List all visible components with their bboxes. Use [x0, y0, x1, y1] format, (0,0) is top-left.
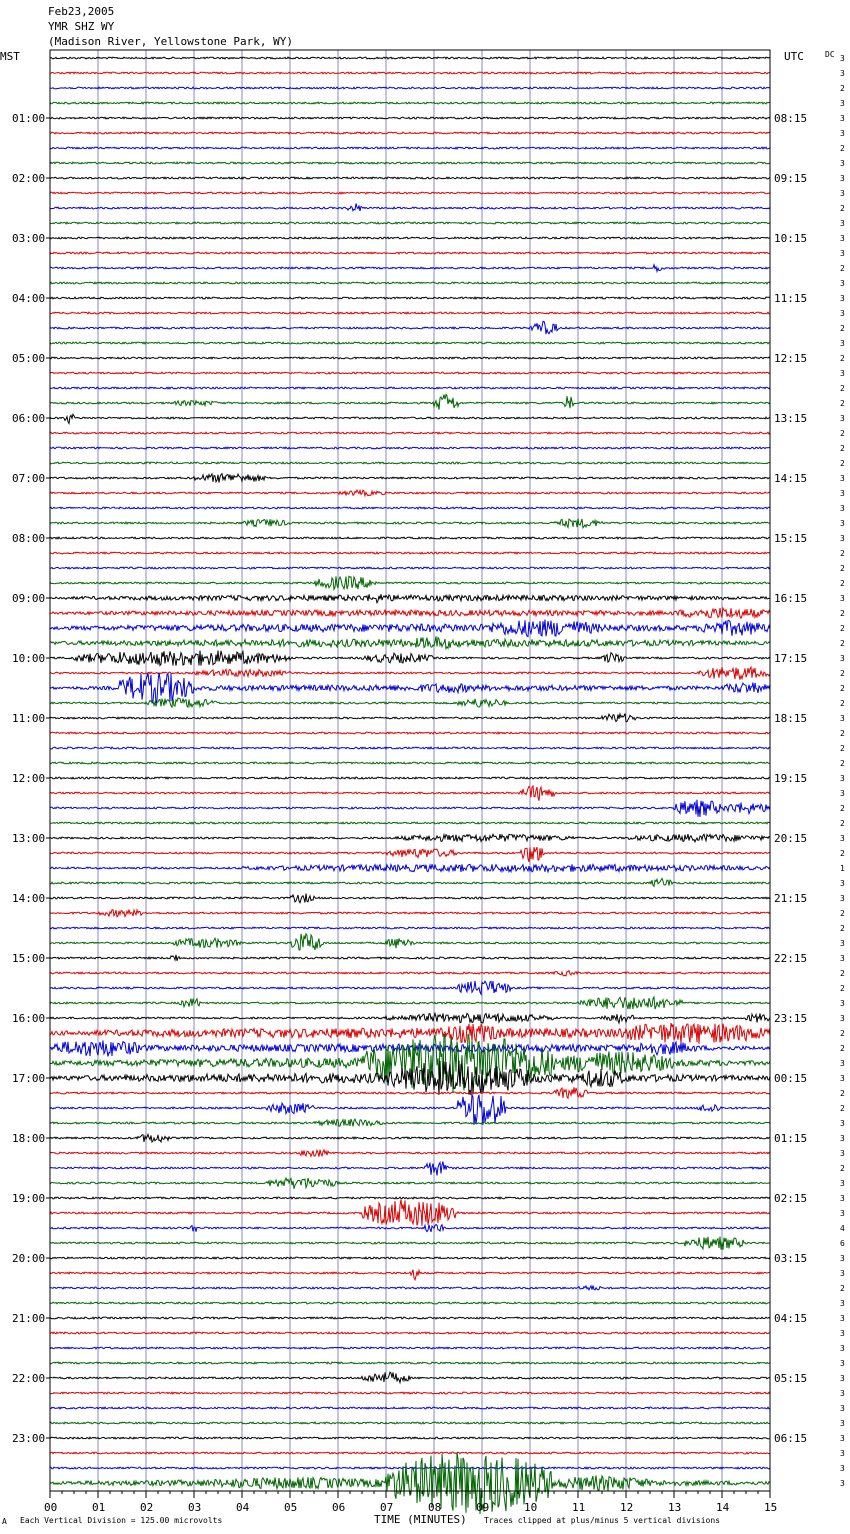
mst-hour-label: 22:00	[12, 1372, 46, 1385]
dc-value: 2	[840, 84, 845, 93]
seismic-trace	[50, 1286, 770, 1290]
seismic-trace	[50, 1162, 770, 1176]
mst-hour-label: 07:00	[12, 472, 46, 485]
seismic-trace	[50, 1257, 770, 1259]
seismic-trace	[50, 1317, 770, 1319]
seismic-trace	[50, 1332, 770, 1334]
x-tick-label: 01	[92, 1501, 106, 1514]
seismic-trace	[50, 576, 770, 589]
dc-value: 2	[840, 699, 845, 708]
seismic-trace	[50, 1087, 770, 1098]
seismic-trace	[50, 864, 770, 872]
dc-value: 3	[840, 1074, 845, 1083]
utc-hour-label: 16:15	[774, 592, 808, 605]
utc-hour-label: 04:15	[774, 1312, 808, 1325]
x-tick-label: 14	[716, 1501, 730, 1514]
dc-value: 3	[840, 414, 845, 423]
dc-value: 2	[840, 579, 845, 588]
footer-clip-note: Traces clipped at plus/minus 5 vertical divisions	[484, 1516, 721, 1525]
dc-value: 2	[840, 354, 845, 363]
dc-value: 2	[840, 609, 845, 618]
dc-value: 3	[840, 834, 845, 843]
seismic-trace	[50, 594, 770, 603]
seismic-trace	[50, 834, 770, 842]
seismic-trace	[50, 800, 770, 817]
dc-value: 2	[840, 549, 845, 558]
utc-hour-label: 08:15	[774, 112, 808, 125]
dc-value: 3	[840, 249, 845, 258]
utc-hour-label: 05:15	[774, 1372, 808, 1385]
seismic-trace	[50, 432, 770, 434]
seismic-trace	[50, 997, 770, 1009]
dc-value: 3	[840, 1059, 845, 1068]
seismic-trace	[50, 1302, 770, 1304]
dc-value: 3	[840, 1359, 845, 1368]
seismic-trace	[50, 847, 770, 862]
x-tick-label: 10	[524, 1501, 538, 1514]
seismic-trace	[50, 57, 770, 59]
dc-value: 2	[840, 384, 845, 393]
dc-value: 2	[840, 429, 845, 438]
mst-hour-label: 14:00	[12, 892, 46, 905]
dc-value: 3	[840, 279, 845, 288]
seismic-trace	[50, 252, 770, 254]
seismic-trace	[50, 72, 770, 74]
dc-value: 3	[840, 1149, 845, 1158]
mst-hour-label: 19:00	[12, 1192, 46, 1205]
seismic-trace	[50, 312, 770, 314]
seismic-trace	[50, 1150, 770, 1157]
seismic-trace	[50, 878, 770, 886]
footer-scale-note: Each Vertical Division = 125.00 microvolts	[20, 1516, 223, 1525]
dc-value: 3	[840, 234, 845, 243]
dc-value: 2	[840, 1029, 845, 1038]
right-hour-labels	[774, 112, 807, 1445]
dc-value: 3	[840, 654, 845, 663]
x-tick-label: 15	[764, 1501, 778, 1514]
dc-value: 3	[840, 69, 845, 78]
seismic-trace	[50, 698, 770, 707]
dc-value: 3	[840, 54, 845, 63]
dc-value: 2	[840, 669, 845, 678]
seismic-trace	[50, 732, 770, 734]
dc-value: 2	[840, 624, 845, 633]
location-label: (Madison River, Yellowstone Park, WY)	[48, 35, 294, 48]
seismic-trace	[50, 282, 770, 284]
dc-value: 2	[840, 819, 845, 828]
utc-hour-label: 00:15	[774, 1072, 808, 1085]
dc-value: 3	[840, 189, 845, 198]
seismic-trace	[50, 222, 770, 224]
dc-value: 2	[840, 759, 845, 768]
dc-value: 3	[840, 99, 845, 108]
seismic-trace	[50, 1225, 770, 1232]
mst-hour-label: 21:00	[12, 1312, 46, 1325]
dc-value: 1	[840, 864, 845, 873]
dc-value: 3	[840, 1389, 845, 1398]
seismic-trace	[50, 1422, 770, 1424]
seismic-trace	[50, 1437, 770, 1439]
dc-value: 2	[840, 564, 845, 573]
mst-hour-label: 06:00	[12, 412, 46, 425]
dc-value: 3	[840, 1119, 845, 1128]
x-tick-label: 04	[236, 1501, 250, 1514]
seismic-trace	[50, 981, 770, 994]
dc-value: 3	[840, 534, 845, 543]
utc-hour-label: 11:15	[774, 292, 808, 305]
plot-frame	[50, 50, 770, 1491]
seismic-trace	[50, 786, 770, 801]
mst-hour-label: 23:00	[12, 1432, 46, 1445]
seismic-trace	[50, 1095, 770, 1125]
mst-hour-label: 09:00	[12, 592, 46, 605]
seismic-trace	[50, 237, 770, 239]
dc-value: 3	[840, 1194, 845, 1203]
dc-value: 2	[840, 204, 845, 213]
seismic-trace	[50, 608, 770, 618]
seismic-trace	[50, 1270, 770, 1280]
x-tick-label: 12	[620, 1501, 634, 1514]
dc-value: 3	[840, 1314, 845, 1323]
x-tick-label: 00	[44, 1501, 58, 1514]
dc-value: 2	[840, 639, 845, 648]
dc-value: 2	[840, 744, 845, 753]
dc-value: 3	[840, 1134, 845, 1143]
seismic-trace	[50, 1372, 770, 1383]
mst-hour-label: 02:00	[12, 172, 46, 185]
dc-value: 2	[840, 1044, 845, 1053]
seismic-trace	[50, 414, 770, 423]
utc-hour-label: 09:15	[774, 172, 808, 185]
mst-hour-label: 05:00	[12, 352, 46, 365]
dc-value: 2	[840, 969, 845, 978]
dc-value: 3	[840, 339, 845, 348]
seismic-trace	[50, 321, 770, 334]
dc-value: 3	[840, 1254, 845, 1263]
dc-value: 2	[840, 729, 845, 738]
dc-value: 3	[840, 894, 845, 903]
seismic-trace	[50, 372, 770, 374]
utc-hour-label: 12:15	[774, 352, 808, 365]
seismic-trace	[50, 265, 770, 272]
seismic-trace	[50, 177, 770, 179]
dc-value: 3	[840, 294, 845, 303]
seismic-trace	[50, 714, 770, 722]
dc-value: 3	[840, 1014, 845, 1023]
seismic-trace	[50, 894, 770, 903]
x-tick-label: 13	[668, 1501, 682, 1514]
seismic-trace	[50, 822, 770, 824]
dc-value: 3	[840, 999, 845, 1008]
seismic-trace	[50, 1178, 770, 1189]
seismic-trace	[50, 490, 770, 496]
seismic-trace	[50, 552, 770, 554]
seismic-trace	[50, 1200, 770, 1226]
seismic-trace	[50, 537, 770, 539]
seismic-trace	[50, 567, 770, 569]
footer-mark: A	[2, 1517, 7, 1526]
seismic-trace	[50, 132, 770, 134]
dc-value: 2	[840, 804, 845, 813]
trace-layer	[50, 57, 770, 1514]
utc-hour-label: 02:15	[774, 1192, 808, 1205]
mst-hour-label: 03:00	[12, 232, 46, 245]
seismic-trace	[50, 147, 770, 149]
seismic-trace	[50, 934, 770, 950]
dc-value: 3	[840, 1374, 845, 1383]
mst-hour-label: 01:00	[12, 112, 46, 125]
dc-value: 3	[840, 774, 845, 783]
dc-value: 3	[840, 789, 845, 798]
mst-hour-label: 08:00	[12, 532, 46, 545]
seismic-trace	[50, 636, 770, 648]
dc-value: 3	[840, 1464, 845, 1473]
dc-value: 3	[840, 939, 845, 948]
dc-value: 2	[840, 324, 845, 333]
dc-value: 3	[840, 1404, 845, 1413]
dc-value: 3	[840, 879, 845, 888]
mst-hour-label: 11:00	[12, 712, 46, 725]
seismic-trace	[50, 673, 770, 704]
dc-value: 2	[840, 459, 845, 468]
dc-value: 3	[840, 1449, 845, 1458]
seismic-trace	[50, 102, 770, 104]
dc-value: 2	[840, 1284, 845, 1293]
dc-value: 3	[840, 1344, 845, 1353]
seismic-trace	[50, 1362, 770, 1364]
seismic-trace	[50, 1134, 770, 1142]
seismic-trace	[50, 1023, 770, 1044]
seismic-trace	[50, 462, 770, 464]
dc-value: 3	[840, 714, 845, 723]
seismic-trace	[50, 1452, 770, 1514]
dc-value: 3	[840, 159, 845, 168]
seismic-trace	[50, 204, 770, 212]
seismic-trace	[50, 87, 770, 89]
dc-value: 2	[840, 849, 845, 858]
dc-value: 3	[840, 1209, 845, 1218]
left-hour-labels	[12, 112, 50, 1445]
seismic-trace	[50, 1467, 770, 1469]
seismic-trace	[50, 1013, 770, 1023]
utc-hour-label: 14:15	[774, 472, 808, 485]
dc-value: 2	[840, 144, 845, 153]
seismic-trace	[50, 1119, 770, 1126]
dc-value: 3	[840, 114, 845, 123]
seismic-trace	[50, 1061, 770, 1095]
x-tick-label: 02	[140, 1501, 154, 1514]
seismic-trace	[50, 507, 770, 509]
dc-value: 3	[840, 594, 845, 603]
seismic-trace	[50, 910, 770, 917]
date-label: Feb23,2005	[48, 5, 115, 18]
x-tick-label: 08	[428, 1501, 442, 1514]
x-tick-label: 03	[188, 1501, 202, 1514]
dc-value: 2	[840, 984, 845, 993]
mst-hour-label: 10:00	[12, 652, 46, 665]
mst-hour-label: 13:00	[12, 832, 46, 845]
seismic-trace	[50, 762, 770, 764]
utc-hour-label: 23:15	[774, 1012, 808, 1025]
seismic-trace	[50, 342, 770, 344]
dc-value: 3	[840, 954, 845, 963]
seismic-trace	[50, 1237, 770, 1250]
seismic-trace	[50, 519, 770, 528]
dc-value: 3	[840, 474, 845, 483]
seismic-trace	[50, 297, 770, 299]
utc-hour-label: 21:15	[774, 892, 808, 905]
dc-value: 3	[840, 519, 845, 528]
dc-value: 2	[840, 399, 845, 408]
seismic-trace	[50, 357, 770, 359]
seismic-trace	[50, 1407, 770, 1409]
dc-value: 3	[840, 1179, 845, 1188]
dc-value: 3	[840, 219, 845, 228]
seismic-trace	[50, 747, 770, 749]
dc-value: 2	[840, 444, 845, 453]
seismic-trace	[50, 387, 770, 389]
seismic-trace	[50, 395, 770, 410]
utc-hour-label: 10:15	[774, 232, 808, 245]
mst-hour-label: 18:00	[12, 1132, 46, 1145]
seismic-trace	[50, 1392, 770, 1394]
dc-value: 3	[840, 1329, 845, 1338]
seismic-trace	[50, 162, 770, 164]
mst-hour-label: 12:00	[12, 772, 46, 785]
dc-value: 2	[840, 924, 845, 933]
dc-label: DC	[825, 50, 835, 59]
seismic-trace	[50, 927, 770, 929]
dc-value: 4	[840, 1224, 845, 1233]
seismic-trace	[50, 1452, 770, 1454]
dc-value: 3	[840, 504, 845, 513]
utc-hour-label: 01:15	[774, 1132, 808, 1145]
dc-value: 3	[840, 309, 845, 318]
dc-value: 3	[840, 1434, 845, 1443]
dc-value: 6	[840, 1239, 845, 1248]
dc-value: 3	[840, 1419, 845, 1428]
utc-hour-label: 15:15	[774, 532, 808, 545]
seismic-trace	[50, 651, 770, 666]
dc-value: 3	[840, 174, 845, 183]
x-tick-label: 07	[380, 1501, 394, 1514]
seismic-trace	[50, 971, 770, 976]
dc-values	[840, 54, 845, 1488]
seismic-trace	[50, 1197, 770, 1199]
mst-hour-label: 16:00	[12, 1012, 46, 1025]
right-axis-label: UTC	[784, 50, 804, 63]
x-tick-label: 09	[476, 1501, 490, 1514]
seismic-trace	[50, 620, 770, 637]
dc-value: 3	[840, 489, 845, 498]
mst-hour-label: 15:00	[12, 952, 46, 965]
dc-value: 2	[840, 1089, 845, 1098]
utc-hour-label: 18:15	[774, 712, 808, 725]
seismic-trace	[50, 955, 770, 961]
x-tick-label: 11	[572, 1501, 586, 1514]
seismic-trace	[50, 117, 770, 119]
station-label: YMR SHZ WY	[48, 20, 115, 33]
dc-value: 2	[840, 684, 845, 693]
utc-hour-label: 13:15	[774, 412, 808, 425]
seismic-trace	[50, 474, 770, 483]
dc-value: 3	[840, 1479, 845, 1488]
utc-hour-label: 22:15	[774, 952, 808, 965]
mst-hour-label: 20:00	[12, 1252, 46, 1265]
seismic-trace	[50, 777, 770, 779]
seismic-trace	[50, 1347, 770, 1349]
mst-hour-label: 17:00	[12, 1072, 46, 1085]
seismic-trace	[50, 447, 770, 449]
dc-value: 2	[840, 1164, 845, 1173]
utc-hour-label: 20:15	[774, 832, 808, 845]
utc-hour-label: 17:15	[774, 652, 808, 665]
dc-value: 2	[840, 909, 845, 918]
dc-value: 3	[840, 369, 845, 378]
dc-value: 3	[840, 1269, 845, 1278]
dc-value: 2	[840, 1104, 845, 1113]
utc-hour-label: 06:15	[774, 1432, 808, 1445]
x-tick-label: 05	[284, 1501, 298, 1514]
seismic-trace	[50, 192, 770, 194]
x-tick-label: 06	[332, 1501, 346, 1514]
x-axis-label: TIME (MINUTES)	[374, 1513, 467, 1526]
dc-value: 3	[840, 129, 845, 138]
left-axis-label: MST	[0, 50, 20, 63]
minute-grid	[98, 50, 722, 1491]
seismic-trace	[50, 1034, 770, 1093]
utc-hour-label: 03:15	[774, 1252, 808, 1265]
utc-hour-label: 19:15	[774, 772, 808, 785]
dc-value: 3	[840, 1299, 845, 1308]
mst-hour-label: 04:00	[12, 292, 46, 305]
dc-value: 2	[840, 264, 845, 273]
